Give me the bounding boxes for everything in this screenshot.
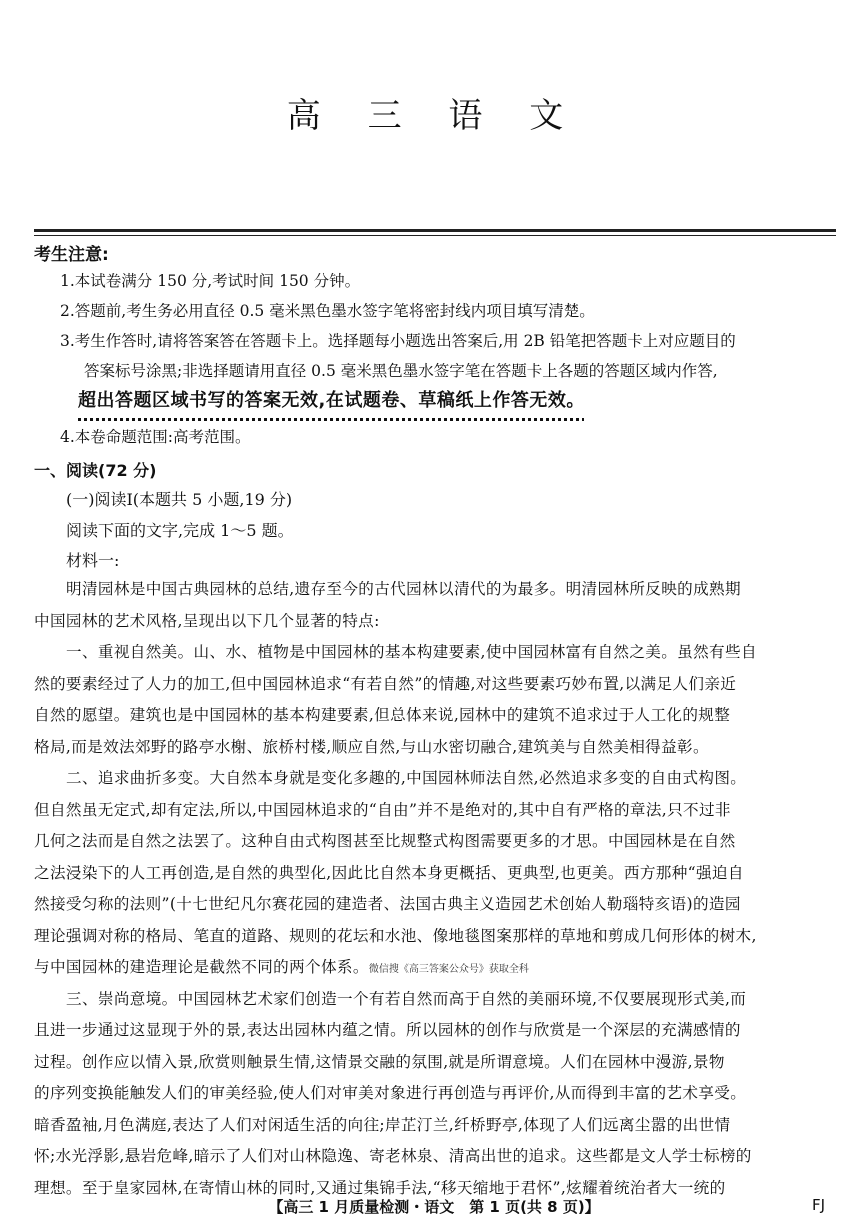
subsection-heading: (一)阅读Ⅰ(本题共 5 小题,19 分)	[66, 490, 293, 509]
header-divider-thin	[34, 235, 836, 236]
text-line: 然接受匀称的法则”(十七世纪凡尔赛花园的建造者、法国古典主义造园艺术创始人勒瑙特亥语)的造园	[34, 895, 741, 913]
text-line: 一、重视自然美。山、水、植物是中国园林的基本构建要素,使中国园林富有自然之美。虽然有些自	[66, 643, 757, 661]
watermark-text: 微信搜《高三答案公众号》获取全科	[368, 964, 529, 975]
text-line: 且进一步通过这显现于外的景,表达出园林内蕴之情。所以园林的创作与欣赏是一个深层的充满感情的	[34, 1021, 741, 1039]
notice-item-1: 1.本试卷满分 150 分,考试时间 150 分钟。	[60, 272, 361, 290]
text-line: 几何之法而是自然之法罢了。这种自由式构图甚至比规整式构图需要更多的才思。中国园林是在自然	[34, 832, 736, 850]
footer-code: FJ	[812, 1196, 826, 1214]
notice-list	[60, 266, 840, 452]
text-line: 然的要素经过了人力的加工,但中国园林追求“有若自然”的情趣,对这些要素巧妙布置,以满足人们亲近	[34, 674, 737, 693]
notice-item-3-emphasis: 超出答题区域书写的答案无效,在试题卷、草稿纸上作答无效。	[78, 390, 585, 411]
text-line: 的序列变换能触发人们的审美经验,使人们对审美对象进行再创造与再评价,从而得到丰富的艺术享受。	[34, 1084, 747, 1102]
text-line: 之法浸染下的人工再创造,是自然的典型化,因此比自然本身更概括、更典型,也更美。西方那种“强迫自	[34, 863, 744, 882]
notice-item-4: 4.本卷命题范围:高考范围。	[60, 428, 251, 446]
instruction-text: 阅读下面的文字,完成 1～5 题。	[66, 521, 294, 540]
text-line: 怀;水光浮影,悬岩危峰,暗示了人们对山林隐逸、寄老林泉、清高出世的追求。这些都是文人学士标榜的	[34, 1147, 752, 1165]
notice-item-2: 2.答题前,考生务必用直径 0.5 毫米黑色墨水签字笔将密封线内项目填写清楚。	[60, 302, 595, 320]
page-footer: 【高三 1 月质量检测・语文 第 1 页(共 8 页)】	[268, 1198, 600, 1216]
notice-heading: 考生注意:	[34, 245, 109, 265]
notice-item-3-continued: 答案标号涂黑;非选择题请用直径 0.5 毫米黑色墨水签字笔在答题卡上各题的答题区域内作答,	[84, 362, 718, 380]
text-line: 二、追求曲折多变。大自然本身就是变化多趣的,中国园林师法自然,必然追求多变的自由式构图。	[66, 769, 747, 787]
text-line: 理想。至于皇家园林,在寄情山林的同时,又通过集锦手法,“移天缩地于君怀”,炫耀着统治者大一统的	[34, 1178, 726, 1197]
text-line: 过程。创作应以情入景,欣赏则触景生情,这情景交融的氛围,就是所谓意境。人们在园林中漫游,景物	[34, 1052, 725, 1071]
header-divider-thick	[34, 229, 836, 232]
text-line-with-watermark	[34, 952, 836, 984]
page-title: 高 三 语 文	[286, 96, 582, 136]
material-label: 材料一:	[66, 551, 120, 570]
text-line: 暗香盈袖,月色满庭,表达了人们对闲适生活的向往;岸芷汀兰,纤桥野亭,体现了人们远离尘嚣的出世情	[34, 1115, 731, 1134]
section-heading: 一、阅读(72 分)	[34, 461, 157, 480]
text-line: 但自然虽无定式,却有定法,所以,中国园林追求的“自由”并不是绝对的,其中自有严格的章法,只不过非	[34, 800, 731, 819]
text-line: 理论强调对称的格局、笔直的道路、规则的花坛和水池、像地毯图案那样的草地和剪成几何形体的树木,	[34, 926, 757, 945]
text-line: 三、崇尚意境。中国园林艺术家们创造一个有若自然而高于自然的美丽环境,不仅要展现形式美,而	[66, 989, 747, 1008]
text-line: 格局,而是效法郊野的路亭水榭、旅桥村楼,顺应自然,与山水密切融合,建筑美与自然美相得益彰。	[34, 737, 709, 756]
text-line: 自然的愿望。建筑也是中国园林的基本构建要素,但总体来说,园林中的建筑不追求过于人工化的规整	[34, 706, 731, 724]
text-line: 明清园林是中国古典园林的总结,遗存至今的古代园林以清代的为最多。明清园林所反映的成熟期	[66, 580, 741, 598]
article-body	[34, 574, 836, 1204]
notice-item-3: 3.考生作答时,请将答案答在答题卡上。选择题每小题选出答案后,用 2B 铅笔把答题卡上对应题目的	[60, 332, 736, 350]
text-line: 中国园林的艺术风格,呈现出以下几个显著的特点:	[34, 611, 380, 630]
text-line: 与中国园林的建造理论是截然不同的两个体系。	[34, 958, 369, 976]
